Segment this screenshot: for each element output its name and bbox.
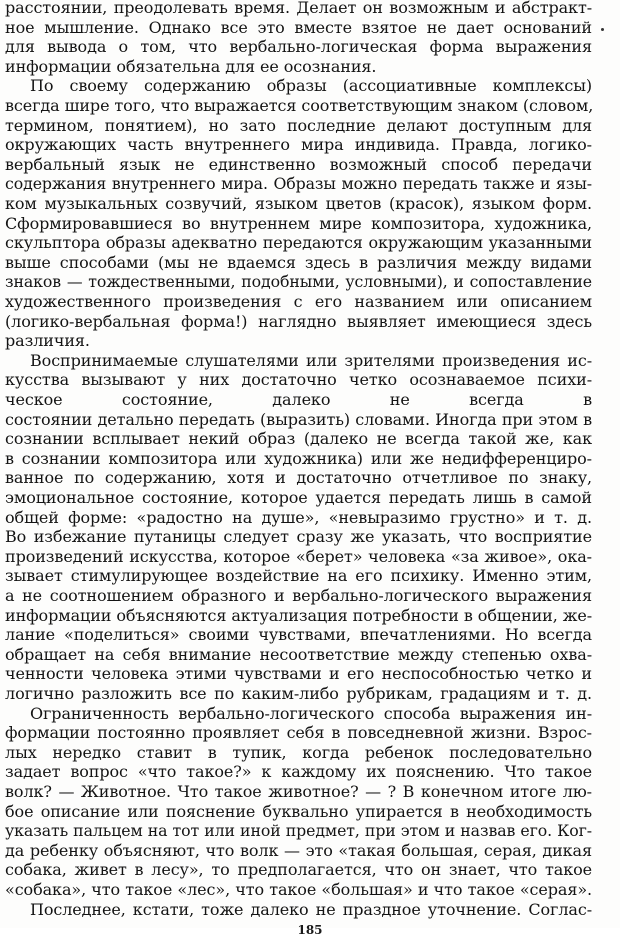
text-line: кусства вызывают у них достаточно четко осознаваемое психи- xyxy=(5,370,592,390)
text-line: логично разложить все по каким-либо рубрикам, градациям и т. д. xyxy=(5,684,592,703)
text-line: а не соотношением образного и вербально-логического выражения xyxy=(5,586,592,605)
text-line: вербальный язык не единственно возможный способ передачи xyxy=(5,154,592,174)
text-line: знаков — тождественными, подобными, условными), и сопоставление xyxy=(5,272,592,292)
text-line: информации объясняются актуализация потребности в общении, же- xyxy=(5,605,592,625)
text-line: да ребенку объясняют, что волк — это «такая большая, серая, дикая xyxy=(5,840,592,860)
text-line: указать пальцем на тот или иной предмет, при этом и назвав его. Ког- xyxy=(5,821,592,841)
print-speck xyxy=(601,28,604,31)
text-line: различия. xyxy=(5,331,90,351)
text-line: По своему содержанию образы (ассоциативные комплексы) xyxy=(30,76,592,96)
text-line: всегда шире того, что выражается соответствующим знаком (словом, xyxy=(5,96,594,115)
page-number: 185 xyxy=(297,923,323,937)
text-line: состоянии детально передать (выразить) словами. Иногда при этом в xyxy=(5,409,592,429)
text-line: обращает на себя внимание несоответствие между степенью охва- xyxy=(5,644,592,664)
text-line: Сформировавшиеся во внутреннем мире композитора, художника, xyxy=(5,213,592,233)
text-line: ком музыкальных созвучий, языком цветов (красок), языком форм. xyxy=(5,194,592,213)
text-line: задает вопрос «что такое?» к каждому их пояснению. Что такое xyxy=(5,762,592,782)
text-line: сознании всплывает некий образ (далеко не всегда такой же, как xyxy=(5,429,592,449)
text-line: расстоянии, преодолевать время. Делает он возможным и абстракт- xyxy=(5,0,592,17)
text-line: ванное по содержанию, хотя и достаточно отчетливое по знаку, xyxy=(5,468,592,488)
text-line: волк? — Животное. Что такое животное? — ? В конечном итоге лю- xyxy=(5,782,592,801)
text-line: общей форме: «радостно на душе», «невыразимо грустно» и т. д. xyxy=(5,507,592,527)
text-line: произведений искусства, которое «берет» человека «за живое», ока- xyxy=(5,546,592,566)
text-line: ческое состояние, далеко не всегда в xyxy=(5,390,592,409)
text-line: Последнее, кстати, тоже далеко не праздное уточнение. Соглас- xyxy=(30,899,592,919)
text-line: содержания внутреннего мира. Образы можно передать также и язы- xyxy=(5,174,592,194)
text-line: в сознании композитора или художника) или же недифференциро- xyxy=(5,448,592,468)
text-line: зывает стимулирующее воздействие на его психику. Именно этим, xyxy=(5,566,592,586)
text-line: эмоциональное состояние, которое удается передать лишь в самой xyxy=(5,488,592,507)
text-line: собака, живет в лесу», то предполагается, что он знает, что такое xyxy=(5,860,592,880)
text-line: Воспринимаемые слушателями или зрителями произведения ис- xyxy=(30,350,592,370)
text-line: (логико-вербальная форма!) наглядно выявляет имеющиеся здесь xyxy=(5,311,592,331)
text-line: ченности человека этими чувствами и его неспособностью четко и xyxy=(5,664,592,684)
text-line: информации обязательна для ее осознания. xyxy=(5,56,377,76)
text-line: выше способами (мы не вдаемся здесь в различия между видами xyxy=(5,252,592,272)
text-line: для вывода о том, что вербально-логическая форма выражения xyxy=(5,37,592,57)
text-line: Ограниченность вербально-логического способа выражения ин- xyxy=(30,703,592,723)
text-line: формации постоянно проявляет себя в повседневной жизни. Взрос- xyxy=(5,723,592,743)
text-line: скульптора образы адекватно передаются окружающим указанными xyxy=(5,233,592,253)
text-line: окружающих часть внутреннего мира индивида. Правда, логико- xyxy=(5,135,592,155)
text-line: термином, понятием), но зато последние делают доступным для xyxy=(5,115,592,135)
text-line: Во избежание путаницы следует сразу же указать, что восприятие xyxy=(5,527,592,547)
text-line: лание «поделиться» своими чувствами, впечатлениями. Но всегда xyxy=(5,625,592,645)
text-line: художественного произведения с его названием или описанием xyxy=(5,292,592,311)
text-line: бое описание или пояснение буквально упирается в необходимость xyxy=(5,801,592,821)
text-line: лых нередко ставит в тупик, когда ребенок последовательно xyxy=(5,742,592,762)
text-line: ное мышление. Однако все это вместе взятое не дает оснований xyxy=(5,17,592,37)
text-line: «собака», что такое «лес», что такое «большая» и что такое «серая». xyxy=(5,880,592,899)
